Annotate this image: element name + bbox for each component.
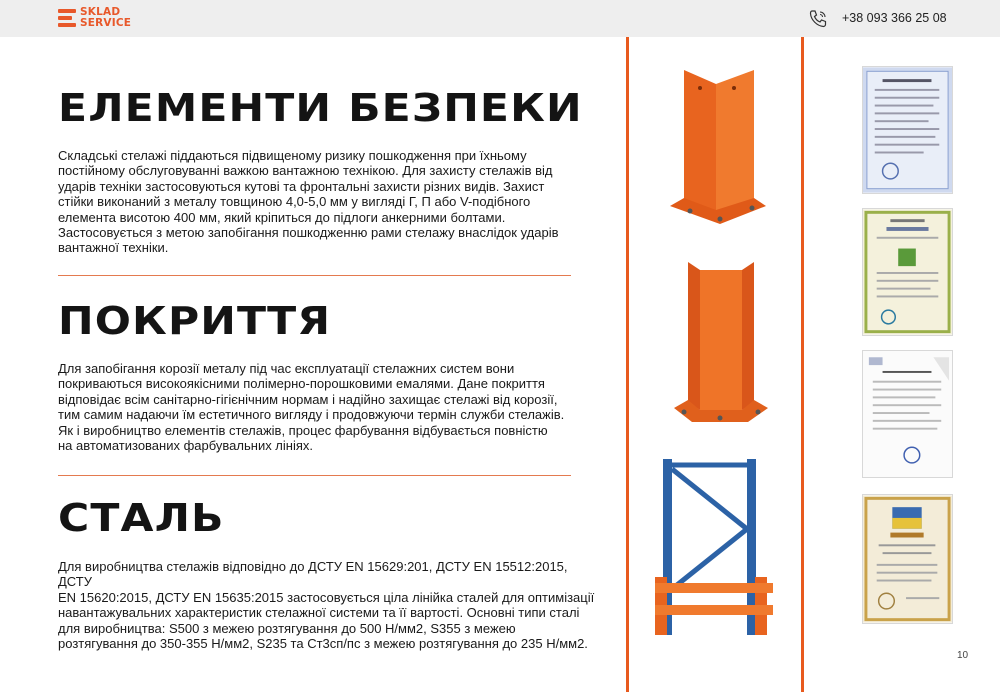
patent-image bbox=[862, 494, 953, 624]
u-guard-image bbox=[670, 260, 772, 425]
divider bbox=[58, 475, 571, 476]
section-steel bbox=[58, 496, 578, 540]
certificate-image bbox=[862, 66, 953, 194]
rack-frame-guard-image bbox=[655, 459, 775, 635]
corner-guard-image bbox=[668, 66, 768, 226]
section-coating bbox=[58, 299, 578, 343]
phone-number[interactable]: +38 093 366 25 08 bbox=[842, 11, 947, 25]
section-safety bbox=[58, 86, 583, 130]
column-divider-right bbox=[801, 37, 804, 692]
logo-text: SKLAD SERVICE bbox=[80, 6, 132, 29]
section-title: ЕЛЕМЕНТИ БЕЗПЕКИ bbox=[58, 86, 583, 130]
section-coating-text: Для запобігання корозії металу під час експлуатації стелажних систем вони покриваються високоякісними полімерно-порошковими емалями. Дане покриття відповідає всім санітарно-гігієнічним нормам і надійно захищає стелажі від корозії, тим самим надаючи їм естетичного вигляду і продовжуючи термін служби стелажів. Як і виробництво елементів стелажів, процес фарбування відбувається повністю на автоматизованих фарбувальних лініях. bbox=[58, 361, 565, 454]
certificate-image bbox=[862, 350, 953, 478]
certificate-image bbox=[862, 208, 953, 336]
section-title: ПОКРИТТЯ bbox=[58, 299, 332, 343]
page-number: 10 bbox=[957, 650, 969, 661]
logo-icon bbox=[58, 9, 76, 28]
phone-icon bbox=[808, 9, 828, 29]
column-divider-left bbox=[626, 37, 629, 692]
section-safety-text: Складські стелажі піддаються підвищеному ризику пошкодження при їхньому постійному обслуговуванні важкою вантажною технікою. Для захисту стелажів від ударів техніки застосовуються кутові та фронтальні захисти різних видів. Захист стійки виконаний з металу товщиною 4,0-5,0 мм у вигляді Г, П або V-подібного елемента висотою 400 мм, який кріпиться до підлоги анкерними болтами. Застосовується з метою запобігання пошкодженню рами стелажу внаслідок ударів вантажної техніки. bbox=[58, 148, 559, 256]
section-steel-text: Для виробництва стелажів відповідно до ДСТУ EN 15629:201, ДСТУ EN 15512:2015, ДСТУ EN 15620:2015, ДСТУ EN 15635:2015 застосовується ціла лінійка сталей для оптимізації навантажувальних характеристик стелажної системи та її вартості. Основні типи сталі для виробництва: S500 з межею розтягування до 500 Н/мм2, S355 з межею розтягування до 350-355 Н/мм2, S235 та Ст3сп/пс з межею розтягування до 235 Н/мм2. bbox=[58, 559, 595, 652]
top-bar bbox=[0, 0, 1000, 37]
divider bbox=[58, 275, 571, 276]
section-title: СТАЛЬ bbox=[58, 496, 225, 540]
sklad-service-logo[interactable] bbox=[58, 7, 150, 31]
